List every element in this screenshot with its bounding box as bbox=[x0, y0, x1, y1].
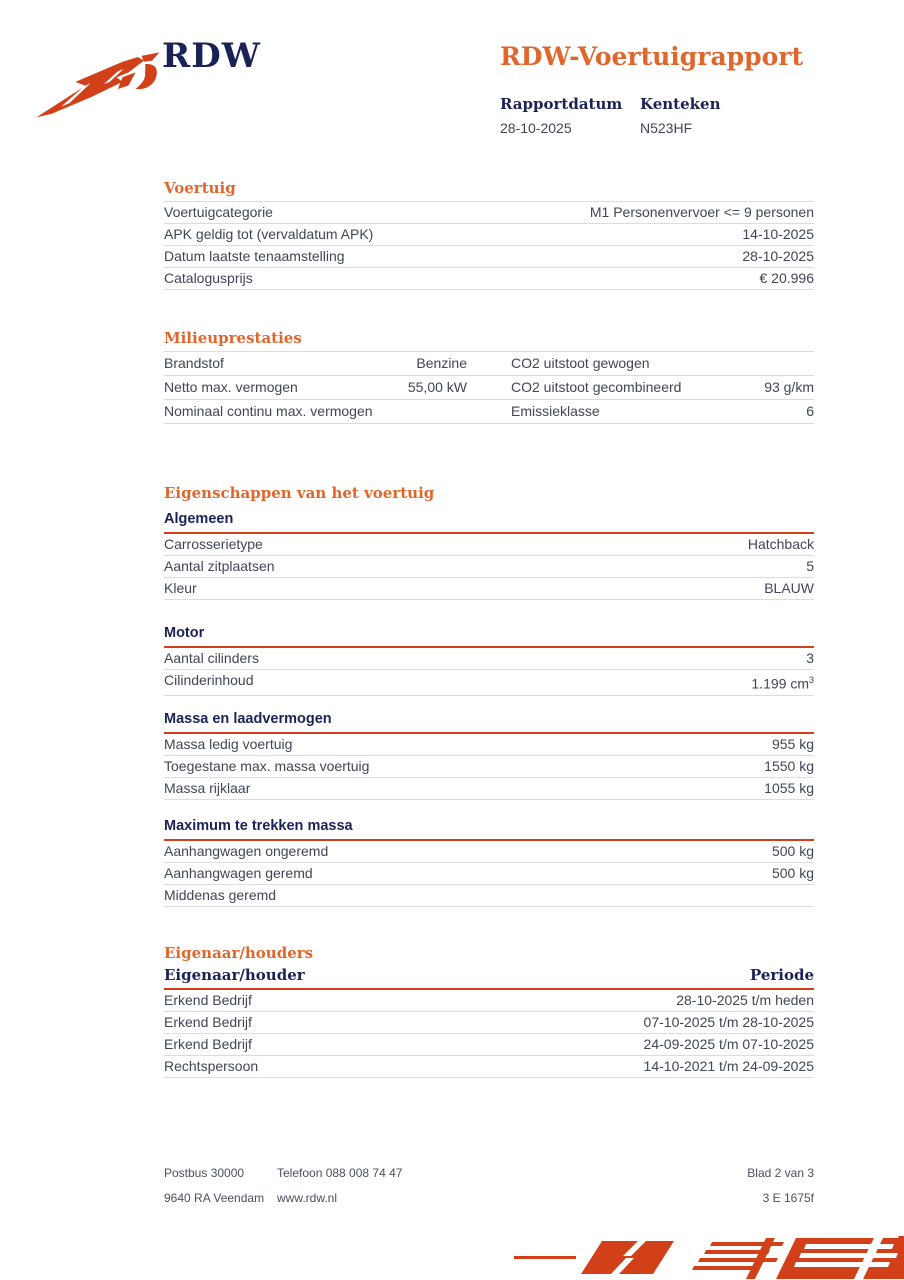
table-row bbox=[164, 556, 814, 578]
row-label: Nominaal continu max. vermogen bbox=[164, 403, 373, 419]
report-date-block bbox=[500, 95, 640, 136]
report-date-label: Rapportdatum bbox=[500, 95, 623, 113]
row-label: Catalogusprijs bbox=[164, 270, 253, 286]
subsection-motor bbox=[164, 624, 814, 696]
page-title: RDW-Voertuigrapport bbox=[500, 42, 804, 71]
row-label: Cilinderinhoud bbox=[164, 672, 254, 688]
row-value: BLAUW bbox=[764, 580, 814, 596]
footer-address-line1: Postbus 30000 bbox=[164, 1166, 245, 1180]
milieu-table bbox=[164, 351, 814, 424]
license-plate-label: Kenteken bbox=[640, 95, 721, 113]
footer-doc-code: 3 E 1675f bbox=[762, 1191, 814, 1205]
table-row bbox=[164, 990, 814, 1012]
table-row bbox=[164, 648, 814, 670]
row-label: Middenas geremd bbox=[164, 887, 277, 903]
subsection-title-algemeen: Algemeen bbox=[164, 510, 814, 534]
page-footer bbox=[164, 1166, 814, 1205]
owner-name: Erkend Bedrijf bbox=[164, 992, 252, 1008]
row-label: Toegestane max. massa voertuig bbox=[164, 758, 370, 774]
subsection-title-massa: Massa en laadvermogen bbox=[164, 710, 814, 734]
section-title-eigenschappen: Eigenschappen van het voertuig bbox=[164, 484, 435, 502]
subsection-massa bbox=[164, 710, 814, 800]
subsection-title-maximum-trekken: Maximum te trekken massa bbox=[164, 817, 814, 841]
column-header-period: Periode bbox=[749, 966, 814, 984]
table-row bbox=[164, 224, 814, 246]
row-value: M1 Personenvervoer <= 9 personen bbox=[589, 204, 814, 220]
section-voertuig bbox=[164, 179, 814, 290]
row-value: 955 kg bbox=[771, 736, 814, 752]
row-value: € 20.996 bbox=[759, 270, 814, 286]
footer-phone: Telefoon 088 008 74 47 bbox=[277, 1166, 403, 1180]
row-label: Aantal cilinders bbox=[164, 650, 259, 666]
row-label: Massa ledig voertuig bbox=[164, 736, 293, 752]
superscript: 3 bbox=[808, 675, 814, 685]
table-row bbox=[164, 578, 814, 600]
row-value: 1.199 $cm^3$ bbox=[751, 675, 814, 692]
table-row bbox=[164, 202, 814, 224]
column-header-owner: Eigenaar/houder bbox=[164, 966, 305, 984]
rdw-logo-text: RDW bbox=[162, 36, 261, 76]
footer-page-indicator: Blad 2 van 3 bbox=[747, 1166, 814, 1180]
table-row bbox=[164, 841, 814, 863]
row-label: Aanhangwagen ongeremd bbox=[164, 843, 329, 859]
row-value: 93 g/km bbox=[764, 379, 814, 395]
row-value: 1055 kg bbox=[764, 780, 814, 796]
row-value: 500 kg bbox=[771, 865, 814, 881]
table-row bbox=[164, 352, 814, 376]
license-plate-value: N523HF bbox=[640, 120, 693, 136]
row-value: 3 bbox=[806, 650, 814, 666]
section-title-eigenaar-houders: Eigenaar/houders bbox=[164, 944, 314, 962]
row-value: 28-10-2025 bbox=[742, 248, 814, 264]
voertuig-table bbox=[164, 201, 814, 290]
speed-stripes-graphic bbox=[514, 1236, 904, 1280]
row-value: 14-10-2025 bbox=[742, 226, 814, 242]
section-milieuprestaties bbox=[164, 329, 814, 424]
owner-period: 28-10-2025 t/m heden bbox=[676, 992, 814, 1008]
owner-name: Erkend Bedrijf bbox=[164, 1036, 252, 1052]
rdw-wing-logo-icon bbox=[34, 50, 164, 122]
section-title-milieuprestaties: Milieuprestaties bbox=[164, 329, 302, 347]
table-row bbox=[164, 534, 814, 556]
subsection-algemeen bbox=[164, 510, 814, 600]
table-row bbox=[164, 863, 814, 885]
report-date-value: 28-10-2025 bbox=[500, 120, 572, 136]
owner-period: 07-10-2025 t/m 28-10-2025 bbox=[643, 1014, 814, 1030]
owner-name: Rechtspersoon bbox=[164, 1058, 259, 1074]
table-row bbox=[164, 778, 814, 800]
row-label: Aanhangwagen geremd bbox=[164, 865, 313, 881]
row-label: Brandstof bbox=[164, 355, 224, 371]
row-value: 1550 kg bbox=[764, 758, 814, 774]
row-value: 500 kg bbox=[771, 843, 814, 859]
section-title-voertuig: Voertuig bbox=[164, 179, 236, 197]
row-value: 5 bbox=[806, 558, 814, 574]
license-plate-block bbox=[640, 95, 720, 136]
row-label: Carrosserietype bbox=[164, 536, 263, 552]
table-row bbox=[164, 400, 814, 424]
row-label: Aantal zitplaatsen bbox=[164, 558, 275, 574]
table-row bbox=[164, 885, 814, 907]
table-row bbox=[164, 268, 814, 290]
subsection-maximum-trekken bbox=[164, 817, 814, 907]
row-label: Netto max. vermogen bbox=[164, 379, 298, 395]
row-label: Voertuigcategorie bbox=[164, 204, 273, 220]
report-meta bbox=[500, 95, 720, 136]
row-value: Hatchback bbox=[747, 536, 814, 552]
row-value: 55,00 kW bbox=[407, 379, 467, 395]
table-row bbox=[164, 734, 814, 756]
row-label: Massa rijklaar bbox=[164, 780, 251, 796]
table-row bbox=[164, 756, 814, 778]
row-value bbox=[382, 400, 467, 423]
table-row bbox=[164, 1056, 814, 1078]
row-label: CO2 uitstoot gewogen bbox=[511, 355, 650, 371]
table-row bbox=[164, 670, 814, 696]
row-value: Benzine bbox=[416, 355, 467, 371]
footer-address-line2: 9640 RA Veendam bbox=[164, 1191, 265, 1205]
owners-table-header bbox=[164, 966, 814, 990]
row-label: Datum laatste tenaamstelling bbox=[164, 248, 345, 264]
subsection-title-motor: Motor bbox=[164, 624, 814, 648]
row-label: CO2 uitstoot gecombineerd bbox=[511, 379, 682, 395]
table-row bbox=[164, 1012, 814, 1034]
row-label: APK geldig tot (vervaldatum APK) bbox=[164, 226, 374, 242]
row-value bbox=[746, 352, 814, 375]
row-label: Emissieklasse bbox=[511, 403, 600, 419]
owner-period: 24-09-2025 t/m 07-10-2025 bbox=[643, 1036, 814, 1052]
table-row bbox=[164, 246, 814, 268]
section-eigenaar-houders bbox=[164, 944, 814, 1078]
row-label: Kleur bbox=[164, 580, 197, 596]
owner-name: Erkend Bedrijf bbox=[164, 1014, 252, 1030]
table-row bbox=[164, 376, 814, 400]
footer-website: www.rdw.nl bbox=[277, 1191, 338, 1205]
section-eigenschappen bbox=[164, 484, 814, 502]
owner-period: 14-10-2021 t/m 24-09-2025 bbox=[643, 1058, 814, 1074]
row-value: 6 bbox=[806, 403, 814, 419]
table-row bbox=[164, 1034, 814, 1056]
